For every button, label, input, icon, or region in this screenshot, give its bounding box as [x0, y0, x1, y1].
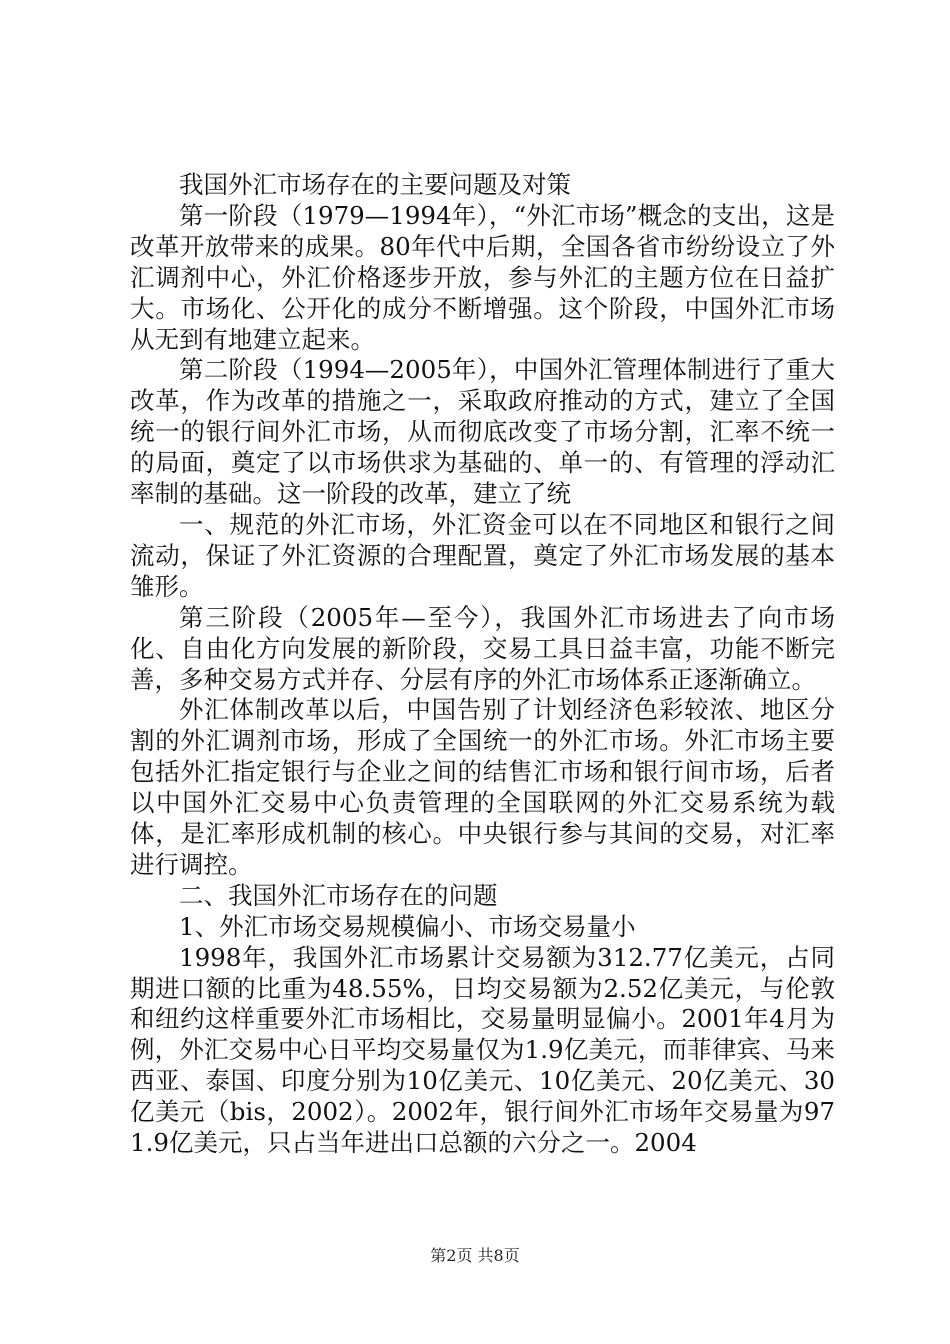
section-heading-problems: 二、我国外汇市场存在的问题: [179, 880, 498, 910]
paragraph-reform-summary: 外汇体制改革以后，中国告别了计划经济色彩较浓、地区分割的外汇调剂市场，形成了全国统一的外汇市场。外汇市场主要包括外汇指定银行与企业之间的结售汇市场和银行间市场，后者以中国外汇交易中心负责管理的全国联网的外汇交易系统为载体，是汇率形成机制的核心。中央银行参与其间的交易，对汇率进行调控。: [130, 695, 835, 879]
page-number-footer: 第2页 共8页: [430, 1246, 520, 1265]
paragraph-stage-one: 第一阶段（1979—1994年），“外汇市场”概念的支出，这是改革开放带来的成果。80年代中后期，全国各省市纷纷设立了外汇调剂中心，外汇价格逐步开放，参与外汇的主题方位在日益扩大。市场化、公开化的成分不断增强。这个阶段，中国外汇市场从无到有地建立起来。: [130, 200, 835, 354]
paragraph-stage-three: 第三阶段（2005年—至今），我国外汇市场进去了向市场化、自由化方向发展的新阶段，交易工具日益丰富，功能不断完善，多种交易方式并存、分层有序的外汇市场体系正逐渐确立。: [130, 602, 835, 694]
paragraph-trade-volume: 1998年，我国外汇市场累计交易额为312.77亿美元，占同期进口额的比重为48.55%，日均交易额为2.52亿美元，与伦敦和纽约这样重要外汇市场相比，交易量明显偏小。2001年4月为例，外汇交易中心日平均交易量仅为1.9亿美元，而菲律宾、马来西亚、泰国、印度分别为10亿美元、10亿美元、20亿美元、30亿美元（bis，2002）。2002年，银行间外汇市场年交易量为971.9亿美元，只占当年进出口总额的六分之一。2004: [130, 942, 835, 1158]
paragraph-stage-two: 第二阶段（1994—2005年），中国外汇管理体制进行了重大改革，作为改革的措施之一，采取政府推动的方式，建立了全国统一的银行间外汇市场，从而彻底改变了市场分割，汇率不统一的局面，奠定了以市场供求为基础的、单一的、有管理的浮动汇率制的基础。这一阶段的改革，建立了统: [130, 355, 835, 509]
subheading-small-scale: 1、外汇市场交易规模偏小、市场交易量小: [179, 911, 636, 941]
document-title: 我国外汇市场存在的主要问题及对策: [179, 170, 571, 199]
paragraph-unified-market: 一、规范的外汇市场，外汇资金可以在不同地区和银行之间流动，保证了外汇资源的合理配置，奠定了外汇市场发展的基本雏形。: [130, 509, 835, 601]
document-body: [130, 170, 835, 1159]
